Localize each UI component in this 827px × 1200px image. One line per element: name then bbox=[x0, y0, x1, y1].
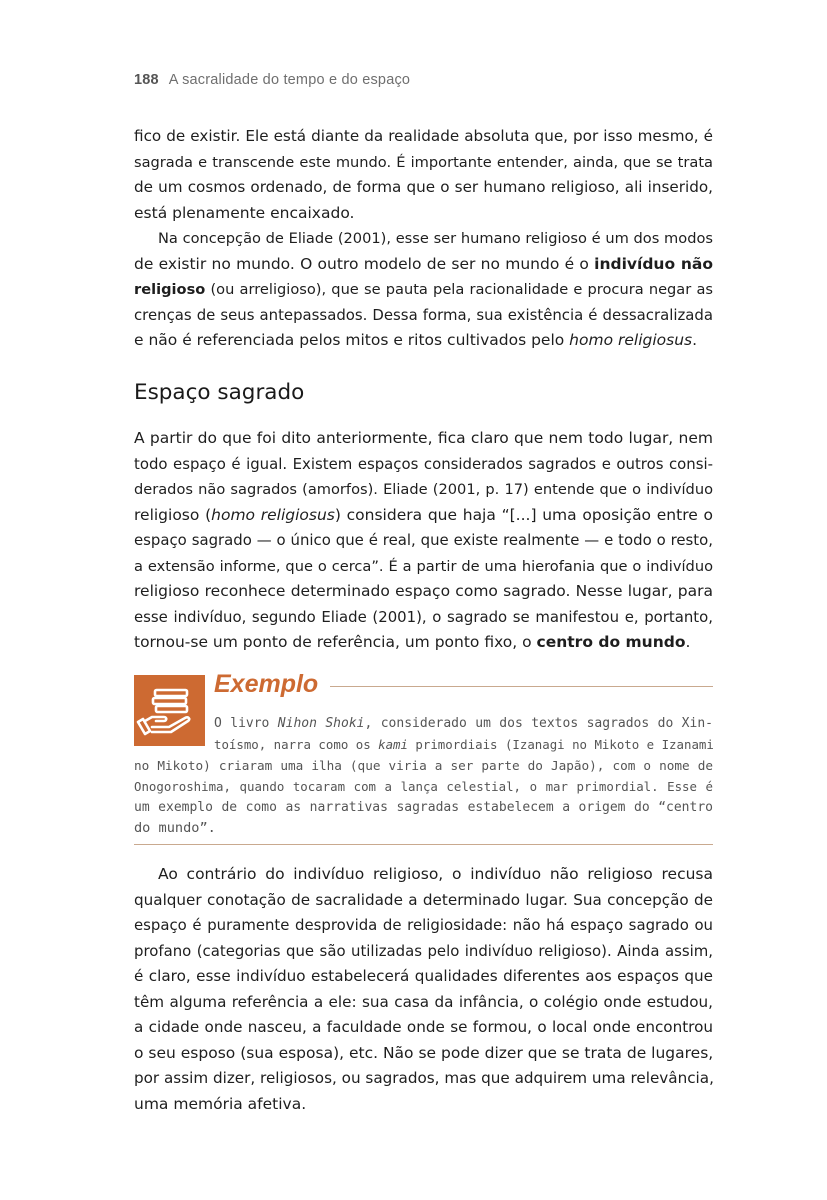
text-line: a extensão informe, que o cerca”. É a partir de uma hierofania que o indivíduo bbox=[134, 557, 713, 575]
example-line: Onogoroshima, quando tocaram com a lança celestial, o mar primordial. Esse é bbox=[134, 779, 713, 794]
paragraph-1 bbox=[134, 124, 713, 226]
text-line: tornou-se um ponto de referência, um ponto fixo, o centro do mundo. bbox=[134, 633, 691, 651]
text-line: derados não sagrados (amorfos). Eliade (2001, p. 17) entende que o indivíduo bbox=[134, 481, 713, 498]
text-line: uma memória afetiva. bbox=[134, 1094, 307, 1113]
paragraph-4 bbox=[134, 862, 713, 1117]
italic-term: homo religiosus bbox=[211, 505, 335, 524]
example-line: toísmo, narra como os kami primordiais (Izanagi no Mikoto e Izanami bbox=[214, 737, 714, 752]
example-line: um exemplo de como as narrativas sagradas estabelecem a origem do “centro bbox=[134, 800, 713, 815]
text-line: espaço sagrado — o único que é real, que existe realmente — e todo o resto, bbox=[134, 531, 713, 549]
italic-term: Nihon Shoki bbox=[277, 716, 365, 731]
paragraph-3 bbox=[134, 426, 713, 656]
example-bottom-rule bbox=[134, 844, 713, 845]
text-line: profano (categorias que são utilizadas pelo indivíduo religioso). Ainda assim, bbox=[134, 941, 713, 960]
text-line: sagrada e transcende este mundo. É importante entender, ainda, que se trata bbox=[134, 153, 713, 171]
page-number: 188 bbox=[134, 72, 159, 88]
text-line: e não é referenciada pelos mitos e ritos cultivados pelo homo religiosus. bbox=[134, 331, 698, 349]
text-line: crenças de seus antepassados. Dessa forma, sua existência é dessacralizada bbox=[134, 305, 713, 324]
text-line: a cidade onde nasceu, a faculdade onde se formou, o local onde encontrou bbox=[134, 1018, 713, 1036]
bold-term: religioso bbox=[134, 281, 206, 298]
section-heading: Espaço sagrado bbox=[134, 380, 305, 405]
example-title-rule bbox=[330, 686, 713, 687]
text-line: esse indivíduo, segundo Eliade (2001), o sagrado se manifestou e, portanto, bbox=[134, 607, 713, 626]
text-line: têm alguma referência a ele: sua casa da infância, o colégio onde estudou, bbox=[134, 992, 713, 1011]
bold-term: indivíduo não bbox=[594, 254, 713, 273]
paragraph-2 bbox=[134, 226, 713, 354]
text-line: de um cosmos ordenado, de forma que o ser humano religioso, ali inserido, bbox=[134, 178, 713, 196]
text-line: é claro, esse indivíduo estabelecerá qualidades diferentes aos espaços que bbox=[134, 967, 713, 985]
text-line: A partir do que foi dito anteriormente, fica claro que nem todo lugar, nem bbox=[134, 429, 713, 447]
example-line: O livro Nihon Shoki, considerado um dos textos sagrados do Xin- bbox=[214, 716, 713, 731]
text-line: fico de existir. Ele está diante da realidade absoluta que, por isso mesmo, é bbox=[134, 127, 713, 145]
running-head bbox=[134, 72, 410, 88]
example-text bbox=[134, 713, 713, 839]
example-title: Exemplo bbox=[214, 670, 319, 698]
text-line: religioso reconhece determinado espaço como sagrado. Nesse lugar, para bbox=[134, 582, 713, 600]
text-line: religioso (homo religiosus) considera que haja “[...] uma oposição entre o bbox=[134, 505, 713, 524]
text-line: espaço é puramente desprovida de religiosidade: não há espaço sagrado ou bbox=[134, 916, 713, 934]
italic-term: homo religiosus bbox=[569, 331, 693, 349]
example-line: do mundo”. bbox=[134, 820, 216, 836]
text-line: o seu esposo (sua esposa), etc. Não se pode dizer que se trata de lugares, bbox=[134, 1043, 714, 1062]
text-line: religioso (ou arreligioso), que se pauta pela racionalidade e procura negar as bbox=[134, 281, 713, 298]
text-line: todo espaço é igual. Existem espaços considerados sagrados e outros consi- bbox=[134, 454, 713, 473]
example-line: no Mikoto) criaram uma ilha (que viria a ser parte do Japão), com o nome de bbox=[134, 758, 713, 773]
text-line: está plenamente encaixado. bbox=[134, 203, 355, 222]
text-line: Na concepção de Eliade (2001), esse ser humano religioso é um dos modos bbox=[158, 230, 713, 247]
text-line: qualquer conotação de sacralidade a determinado lugar. Sua concepção de bbox=[134, 890, 713, 909]
text-line: por assim dizer, religiosos, ou sagrados, mas que adquirem uma relevância, bbox=[134, 1069, 714, 1087]
bold-term: centro do mundo bbox=[536, 633, 686, 651]
text-line: Ao contrário do indivíduo religioso, o indivíduo não religioso recusa bbox=[158, 865, 713, 883]
text-line: de existir no mundo. O outro modelo de ser no mundo é o indivíduo não bbox=[134, 254, 713, 273]
italic-term: kami bbox=[378, 737, 408, 752]
running-title: A sacralidade do tempo e do espaço bbox=[168, 72, 411, 88]
